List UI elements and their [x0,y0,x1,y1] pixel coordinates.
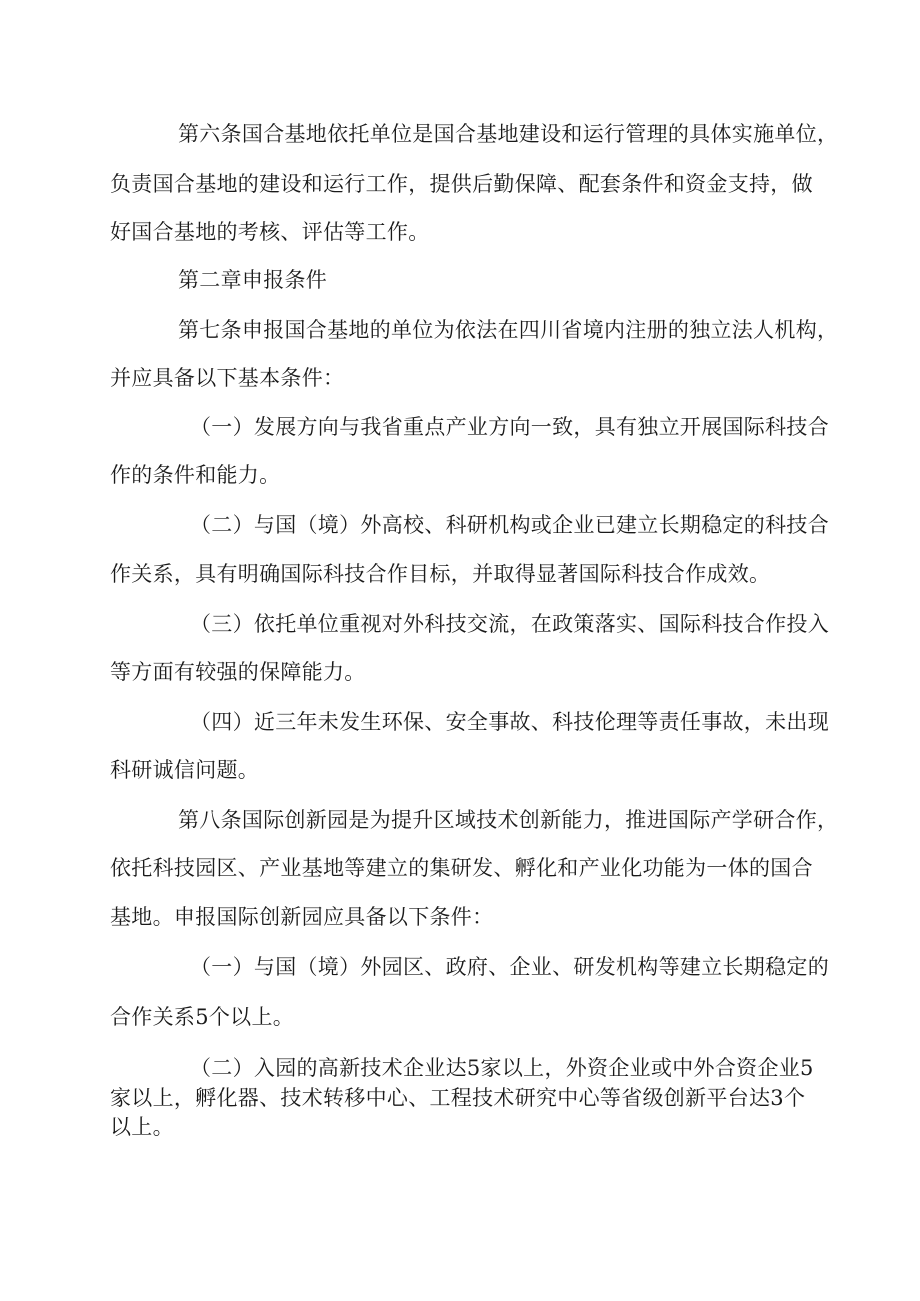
text-line: 好国合基地的考核、评估等工作。 [110,220,430,244]
text-line: （二）与国（境）外高校、科研机构或企业已建立长期稳定的科技合 [190,513,829,537]
text-line: 作关系，具有明确国际科技合作目标，并取得显著国际科技合作成效。 [110,562,771,586]
text-line: （一）发展方向与我省重点产业方向一致，具有独立开展国际科技合 [190,415,829,439]
text-line: （三）依托单位重视对外科技交流，在政策落实、国际科技合作投入 [190,612,829,636]
text-line: 家以上，孵化器、技术转移中心、工程技术研究中心等省级创新平台达3个 [110,1086,806,1110]
text-line: 科研诚信问题。 [110,758,260,782]
chapter-heading: 第二章申报条件 [178,268,328,292]
text-line: 负责国合基地的建设和运行工作，提供后勤保障、配套条件和资金支持，做 [110,172,813,196]
text-line: 基地。申报国际创新园应具备以下条件： [110,905,494,929]
text-line: （二）入园的高新技术企业达5家以上，外资企业或中外合资企业5 [190,1056,814,1080]
text-line: 第八条国际创新园是为提升区域技术创新能力，推进国际产学研合作， [178,808,839,832]
text-line: 依托科技园区、产业基地等建立的集研发、孵化和产业化功能为一体的国合 [110,856,813,880]
text-line: 作的条件和能力。 [110,463,281,487]
text-line: （四）近三年未发生环保、安全事故、科技伦理等责任事故，未出现 [190,710,829,734]
text-line: （一）与国（境）外园区、政府、企业、研发机构等建立长期稳定的 [190,955,829,979]
text-line: 第六条国合基地依托单位是国合基地建设和运行管理的具体实施单位， [178,122,839,146]
text-line: 等方面有较强的保障能力。 [110,660,366,684]
text-line: 并应具备以下基本条件： [110,366,345,390]
text-line: 合作关系5个以上。 [110,1005,295,1029]
text-line: 以上。 [110,1115,174,1139]
text-line: 第七条申报国合基地的单位为依法在四川省境内注册的独立法人机构， [178,318,839,342]
